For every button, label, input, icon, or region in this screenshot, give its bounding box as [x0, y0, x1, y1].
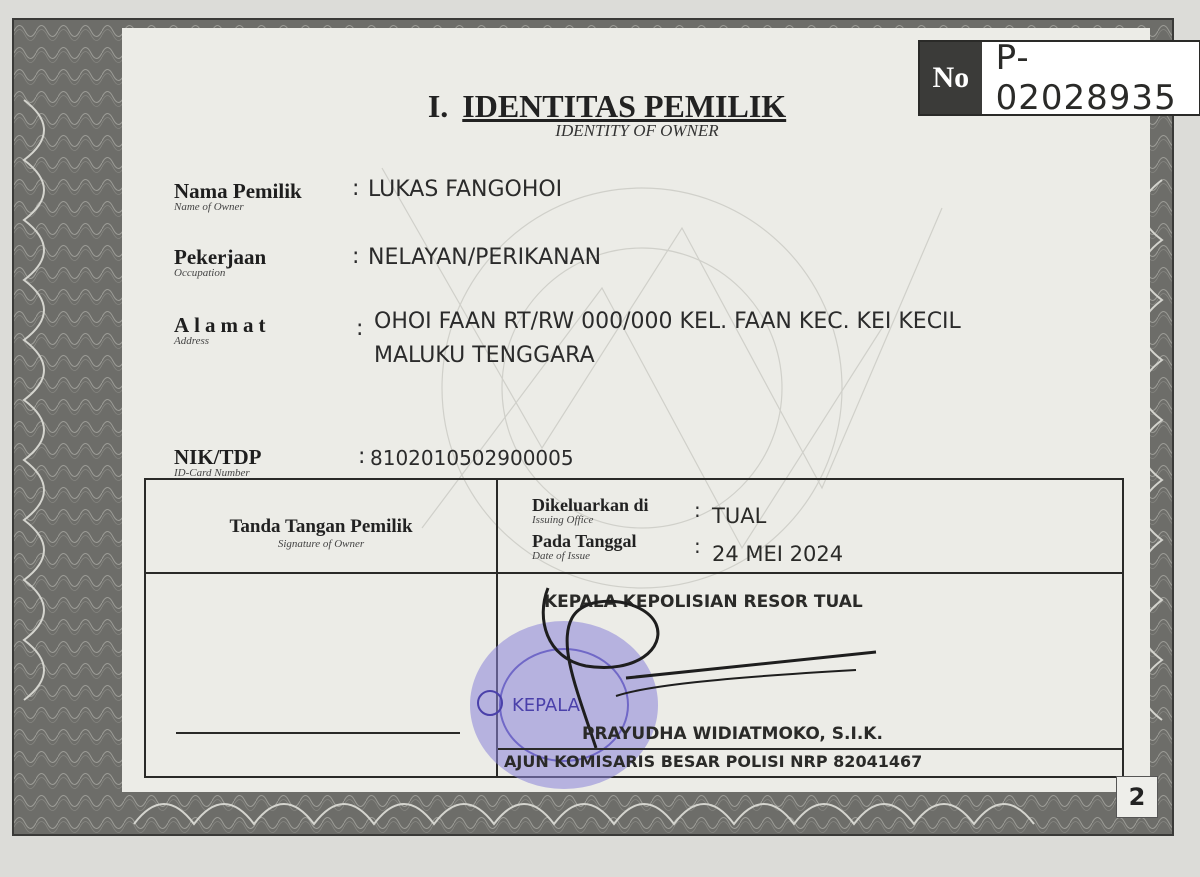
owner-name-value: LUKAS FANGOHOI — [368, 177, 563, 202]
id-number-label: NIK/TDP ID-Card Number — [174, 445, 262, 479]
occupation-value: NELAYAN/PERIKANAN — [368, 245, 602, 270]
official-name-underline — [498, 748, 1124, 750]
colon: : — [358, 444, 366, 469]
issuing-office-value: TUAL — [712, 504, 767, 528]
owner-name-label: Nama Pemilik Name of Owner — [174, 179, 302, 213]
occupation-label: Pekerjaan Occupation — [174, 245, 267, 279]
issue-date-label: Pada Tanggal Date of Issue — [532, 531, 637, 562]
colon: : — [352, 244, 360, 269]
official-name: PRAYUDHA WIDIATMOKO, S.I.K. — [582, 724, 883, 744]
issuing-office-label: Dikeluarkan di Issuing Office — [532, 495, 649, 526]
section-number: I. — [427, 88, 449, 124]
section-title: IDENTITAS PEMILIK — [462, 88, 787, 124]
address-label: Alamat Address — [174, 313, 271, 347]
document-number: P-02028935 — [995, 38, 1177, 118]
owner-signature-label: Tanda Tangan Pemilik Signature of Owner — [229, 516, 413, 550]
owner-signature-line — [176, 732, 460, 734]
table-divider — [146, 572, 1122, 574]
document-number-box — [918, 40, 1200, 116]
official-rank: AJUN KOMISARIS BESAR POLISI NRP 82041467 — [504, 752, 923, 771]
issue-date-value: 24 MEI 2024 — [712, 542, 844, 566]
section-heading — [402, 88, 812, 141]
page-number: 2 — [1116, 776, 1158, 818]
section-subtitle: IDENTITY OF OWNER — [555, 121, 719, 140]
official-title: KEPALA KEPOLISIAN RESOR TUAL — [544, 592, 863, 612]
certificate-paper — [122, 28, 1177, 792]
colon: : — [352, 176, 360, 201]
issuance-table — [144, 478, 1124, 778]
certificate-card — [12, 18, 1177, 836]
address-value-line1: OHOI FAAN RT/RW 000/000 KEL. FAAN KEC. KEI KECIL — [374, 309, 961, 334]
colon: : — [694, 498, 701, 522]
address-value-line2: MALUKU TENGGARA — [374, 343, 595, 368]
colon: : — [356, 316, 364, 341]
stamp-text: KEPALA — [512, 695, 580, 716]
id-number-value: 8102010502900005 — [370, 446, 574, 470]
colon: : — [694, 534, 701, 558]
number-label: No — [920, 42, 982, 114]
